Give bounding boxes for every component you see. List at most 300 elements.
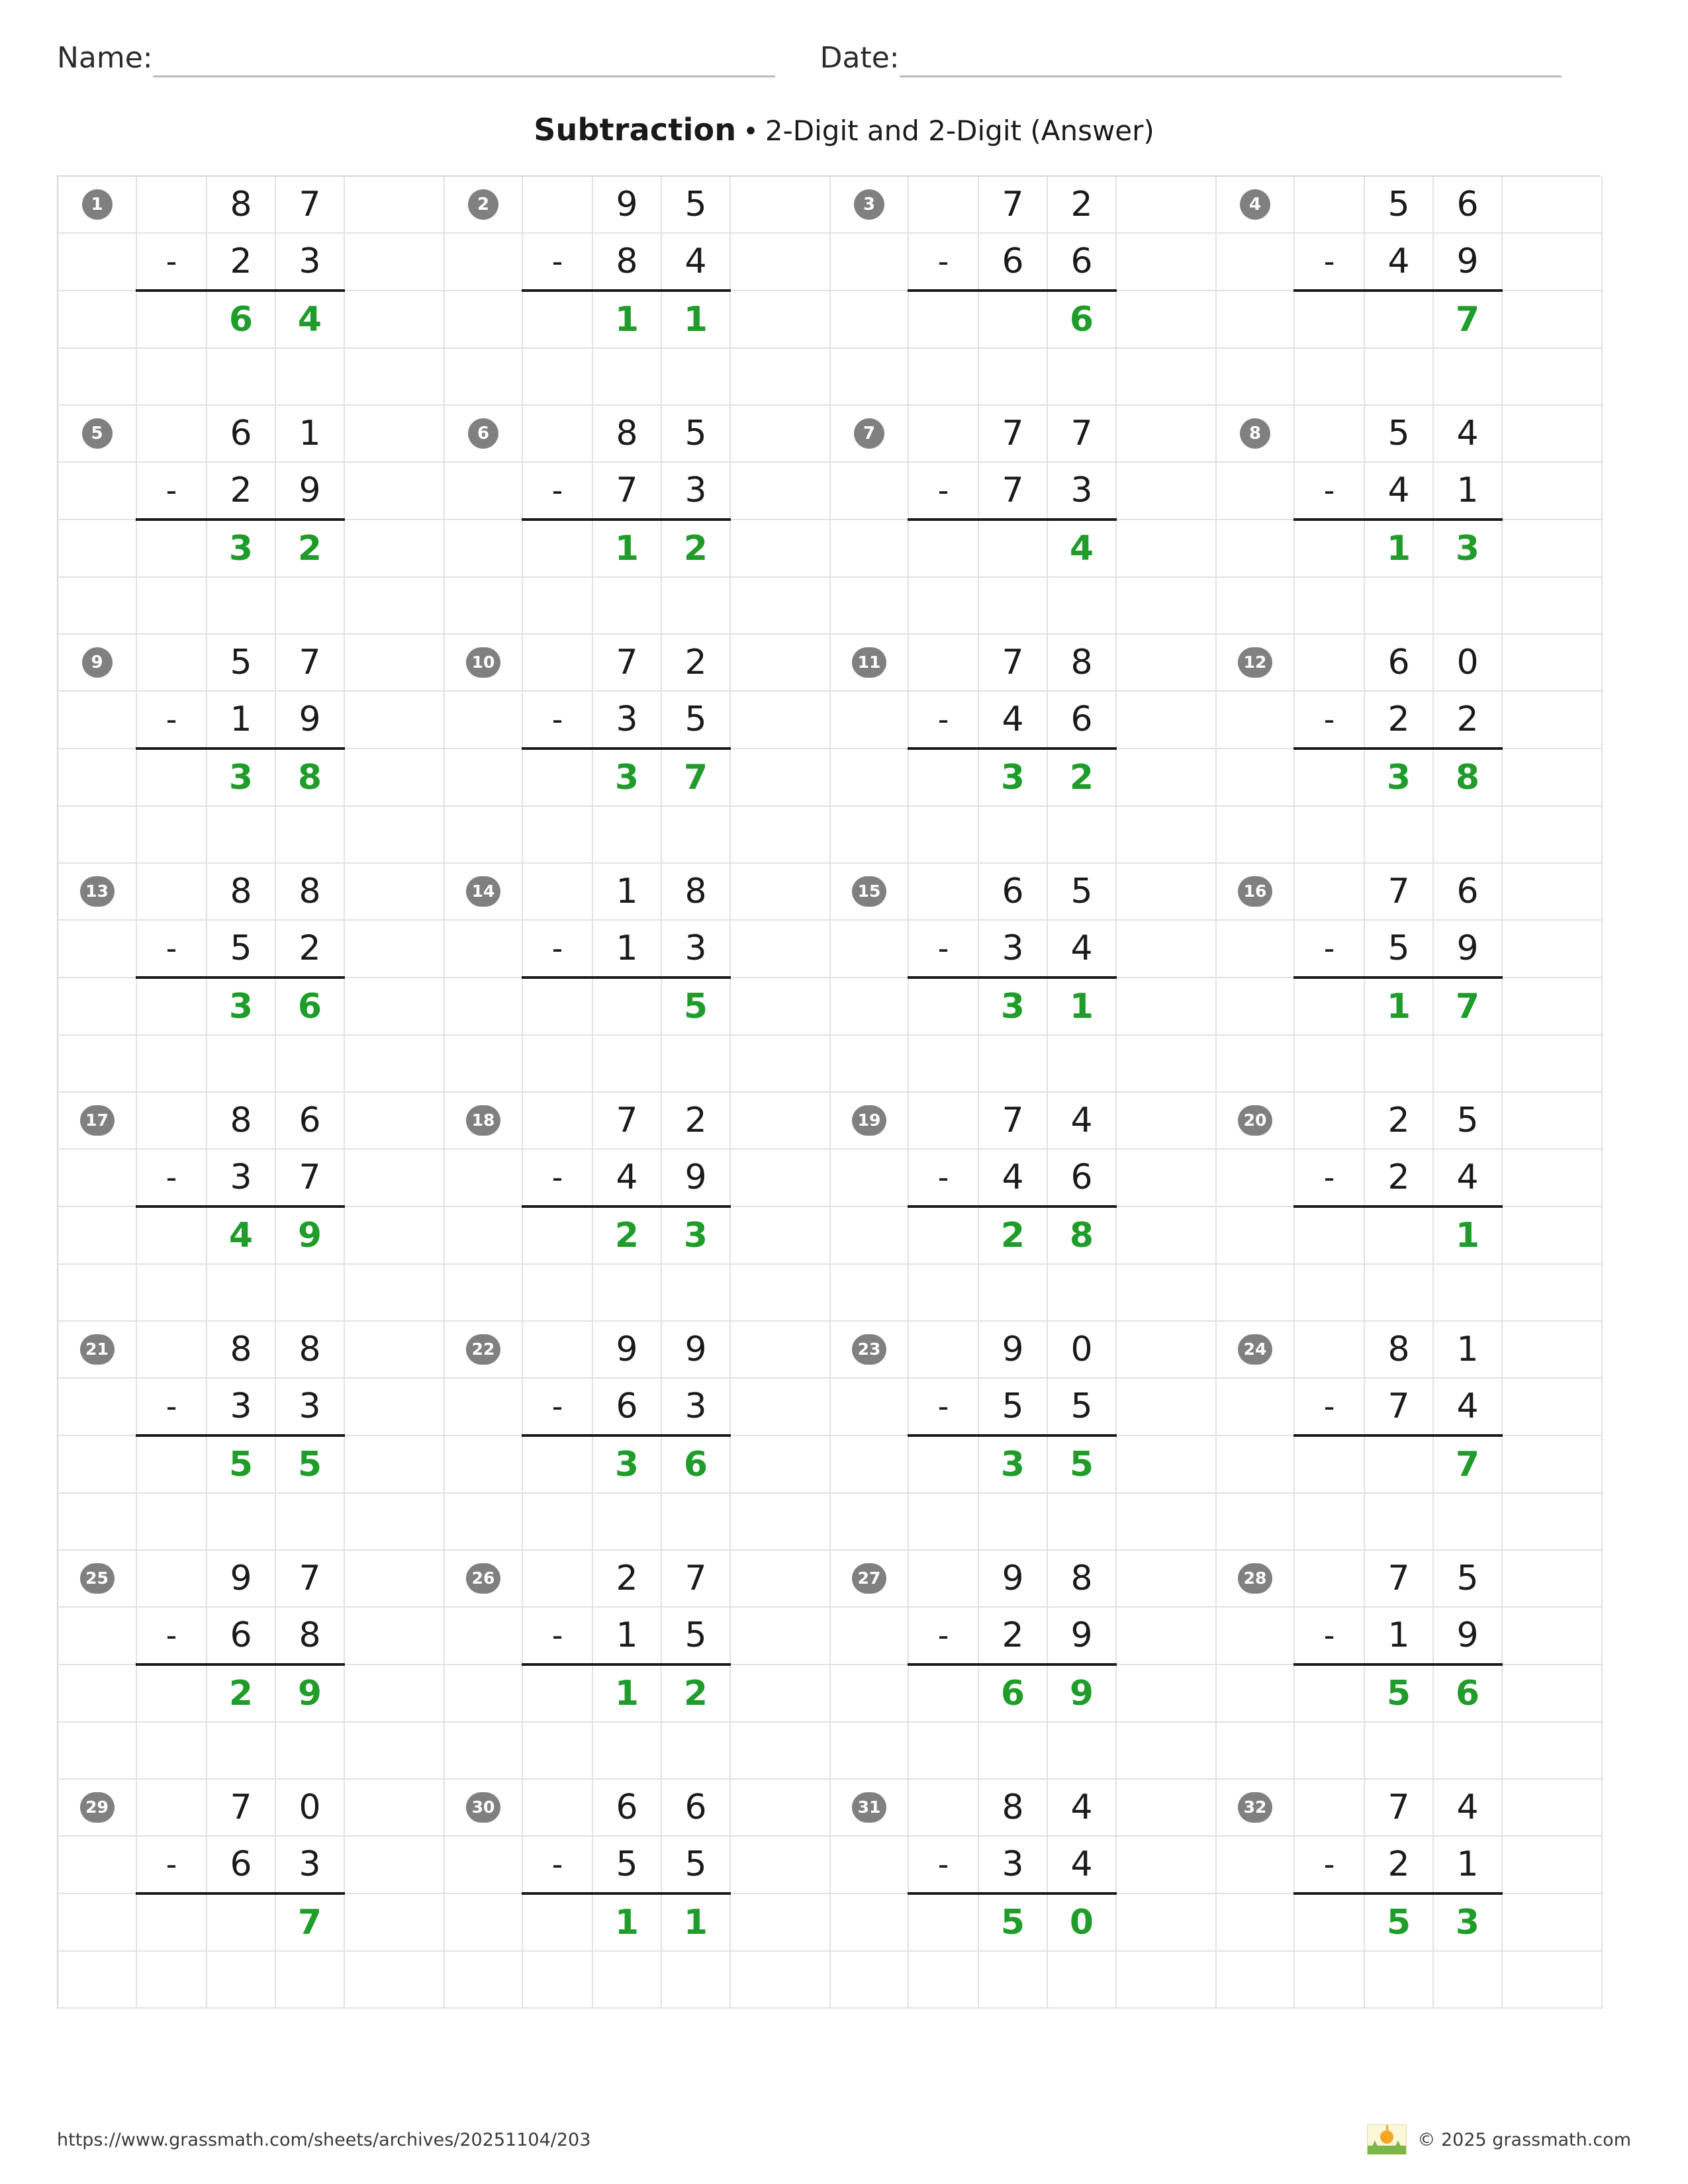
problem-number-badge: 12 [1238,647,1272,678]
badge-cell [58,1092,136,1149]
problem-row-minuend [58,1779,1602,1836]
spacer-cell [136,1092,207,1149]
answer-tens [978,1893,1047,1951]
problem-row-minuend [58,634,1602,691]
spacer-cell [444,462,522,520]
pad-cell [1502,1206,1602,1264]
pad-cell [730,1321,830,1378]
answer-rule-cell [1294,1435,1364,1493]
spacer-cell [592,806,661,863]
answer-digit: 5 [1386,1674,1411,1713]
problem-row-minuend [58,1321,1602,1378]
badge-cell [1216,863,1294,920]
problem-number-badge: 3 [854,189,884,220]
date-input-rule[interactable] [900,40,1562,77]
problem-number-badge: 10 [466,647,500,678]
spacer-cell [830,348,908,405]
minuend-tens [1364,863,1433,920]
digit: 5 [230,643,252,682]
minuend-tens [1364,634,1433,691]
name-field[interactable] [57,40,775,77]
spacer-cell [830,577,908,634]
minuend-tens [978,1779,1047,1836]
operator-cell [908,691,978,749]
problem-number-badge: 7 [854,418,884,449]
answer-digit: 3 [228,758,254,797]
spacer-cell [275,1951,344,2008]
answer-rule-cell [1294,1893,1364,1951]
spacer-cell [58,749,136,806]
spacer-cell [1294,1264,1364,1321]
pad-cell [344,1435,444,1493]
spacer-cell [58,1722,136,1779]
spacer-cell [1502,1264,1602,1321]
subtrahend-tens [592,691,661,749]
operator-cell [908,233,978,291]
problem-number-badge: 20 [1238,1105,1272,1136]
answer-rule-cell [1294,1206,1364,1264]
spacer-cell [1433,806,1502,863]
spacer-cell [344,1264,444,1321]
answer-digit: 3 [228,529,254,569]
minus-operator: - [165,931,177,966]
spacer-cell [1294,1321,1364,1378]
spacer-cell [136,577,207,634]
answer-digit: 2 [228,1674,254,1713]
digit: 6 [230,1844,252,1884]
digit: 5 [684,414,707,453]
problem-number-badge: 8 [1240,418,1270,449]
digit: 3 [1002,1844,1024,1884]
spacer-cell [58,577,136,634]
answer-ones [1047,1435,1116,1493]
answer-rule-cell [908,1893,978,1951]
spacer-cell [444,749,522,806]
answer-tens [207,1435,275,1493]
answer-digit: 4 [228,1216,254,1255]
answer-tens [207,520,275,577]
minuend-ones [661,405,730,462]
spacer-cell [58,1836,136,1893]
spacer-cell [978,806,1047,863]
answer-rule-cell [136,1664,207,1722]
spacer-cell [978,1035,1047,1092]
answer-digit: 8 [297,758,322,797]
spacer-cell [58,233,136,291]
pad-cell [1116,1206,1216,1264]
spacer-cell [1047,348,1116,405]
subtrahend-ones [1047,1836,1116,1893]
spacer-cell [1047,1493,1116,1550]
badge-cell [58,863,136,920]
digit: 5 [1070,872,1093,911]
problem-row-spacer [58,806,1602,863]
spacer-cell [136,1722,207,1779]
badge-cell [444,863,522,920]
spacer-cell [1116,1722,1216,1779]
digit: 6 [616,1788,638,1827]
subtrahend-tens [207,1607,275,1664]
minuend-ones [1047,1550,1116,1607]
spacer-cell [830,806,908,863]
answer-digit: 3 [228,987,254,1026]
pad-cell [1116,233,1216,291]
spacer-cell [1047,1264,1116,1321]
minuend-ones [661,1779,730,1836]
spacer-cell [1502,1035,1602,1092]
minuend-tens [978,405,1047,462]
pad-cell [1502,233,1602,291]
answer-digit: 1 [614,1903,639,1942]
pad-cell [1116,1607,1216,1664]
spacer-cell [58,1378,136,1435]
spacer-cell [275,348,344,405]
answer-tens [978,978,1047,1035]
minus-operator: - [551,1846,563,1882]
digit: 5 [1456,1101,1479,1140]
minuend-ones [1047,177,1116,233]
answer-digit: 6 [228,300,254,340]
badge-cell [444,1550,522,1607]
answer-digit: 1 [1069,987,1094,1026]
pad-cell [730,863,830,920]
minuend-ones [275,1779,344,1836]
minuend-ones [661,1092,730,1149]
answer-digit: 3 [1455,1903,1480,1942]
spacer-cell [978,1493,1047,1550]
digit: 9 [1070,1615,1093,1655]
spacer-cell [1364,1264,1433,1321]
pad-cell [730,1435,830,1493]
spacer-cell [58,1951,136,2008]
digit: 1 [1387,1615,1410,1655]
problem-row-subtrahend [58,233,1602,291]
problem-row-subtrahend [58,920,1602,978]
problem-row-minuend [58,405,1602,462]
problem-row-subtrahend [58,1149,1602,1206]
title-bullet: • [743,116,759,147]
pad-cell [1116,749,1216,806]
pad-cell [1116,978,1216,1035]
minus-operator: - [551,931,563,966]
subtrahend-ones [1433,1378,1502,1435]
answer-ones [275,520,344,577]
problem-row-minuend [58,177,1602,233]
answer-ones [1047,1893,1116,1951]
spacer-cell [136,1493,207,1550]
digit: 4 [1070,1101,1093,1140]
spacer-cell [275,577,344,634]
problem-row-spacer [58,1951,1602,2008]
spacer-cell [830,462,908,520]
problem-number-badge: 2 [468,189,498,220]
pad-cell [1502,1836,1602,1893]
spacer-cell [1216,806,1294,863]
digit: 4 [1456,1158,1479,1197]
digit: 7 [1387,1559,1410,1598]
spacer-cell [908,577,978,634]
answer-tens [592,1664,661,1722]
pad-cell [344,1893,444,1951]
operator-cell [1294,1378,1364,1435]
spacer-cell [58,1435,136,1493]
pad-cell [1502,1664,1602,1722]
answer-tens [207,978,275,1035]
minus-operator: - [937,702,949,737]
operator-cell [908,1149,978,1206]
spacer-cell [730,1951,830,2008]
badge-cell [444,405,522,462]
spacer-cell [1116,1493,1216,1550]
problem-number-badge: 14 [466,876,500,907]
spacer-cell [522,405,592,462]
spacer-cell [1216,1722,1294,1779]
pad-cell [344,1321,444,1378]
spacer-cell [522,806,592,863]
digit: 0 [299,1788,321,1827]
answer-ones [1047,978,1116,1035]
subtrahend-tens [592,233,661,291]
spacer-cell [830,1893,908,1951]
spacer-cell [730,806,830,863]
spacer-cell [275,806,344,863]
problem-row-minuend [58,1092,1602,1149]
digit: 2 [616,1559,638,1598]
spacer-cell [1502,1493,1602,1550]
minus-operator: - [1323,1160,1335,1195]
digit: 8 [1002,1788,1024,1827]
spacer-cell [1433,1493,1502,1550]
spacer-cell [522,1779,592,1836]
answer-rule-cell [136,520,207,577]
answer-tens [978,1664,1047,1722]
answer-digit: 5 [297,1445,322,1484]
badge-cell [1216,1321,1294,1378]
problem-number-badge: 24 [1238,1334,1272,1365]
spacer-cell [522,1321,592,1378]
pad-cell [1502,1607,1602,1664]
pad-cell [1116,1149,1216,1206]
subtrahend-tens [207,462,275,520]
minus-operator: - [551,1388,563,1424]
pad-cell [1502,1779,1602,1836]
subtrahend-ones [1433,1149,1502,1206]
worksheet-header [57,40,1631,77]
subtrahend-ones [661,1378,730,1435]
operator-cell [908,462,978,520]
badge-cell [1216,177,1294,233]
minuend-tens [1364,1092,1433,1149]
spacer-cell [1116,1035,1216,1092]
spacer-cell [830,520,908,577]
spacer-cell [444,1493,522,1550]
minuend-tens [207,1092,275,1149]
answer-rule-cell [136,978,207,1035]
spacer-cell [1216,1435,1294,1493]
answer-ones [1433,978,1502,1035]
spacer-cell [908,405,978,462]
digit: 8 [616,414,638,453]
answer-digit: 3 [1455,529,1480,569]
badge-cell [1216,1779,1294,1836]
digit: 7 [299,643,321,682]
minuend-tens [592,1321,661,1378]
digit: 4 [1456,1387,1479,1426]
minus-operator: - [165,244,177,279]
spacer-cell [136,863,207,920]
minuend-ones [275,863,344,920]
digit: 8 [1070,643,1093,682]
subtrahend-ones [275,691,344,749]
subtrahend-tens [207,691,275,749]
spacer-cell [1502,577,1602,634]
minuend-tens [592,634,661,691]
problem-number-badge: 1 [82,189,113,220]
pad-cell [344,405,444,462]
digit: 5 [1387,414,1410,453]
answer-ones [1433,520,1502,577]
problem-row-answer [58,749,1602,806]
answer-ones [1047,520,1116,577]
digit: 3 [299,1844,321,1884]
pad-cell [344,920,444,978]
answer-tens [592,749,661,806]
minus-operator: - [937,1160,949,1195]
pad-cell [730,520,830,577]
spacer-cell [275,1493,344,1550]
minuend-tens [592,405,661,462]
answer-ones [1433,291,1502,348]
date-field[interactable] [820,40,1562,77]
spacer-cell [661,1035,730,1092]
minuend-tens [978,1092,1047,1149]
minuend-ones [1433,177,1502,233]
digit: 9 [299,700,321,739]
subtrahend-tens [978,1836,1047,1893]
answer-digit: 5 [1000,1903,1025,1942]
answer-rule-cell [1294,749,1364,806]
name-input-rule[interactable] [153,40,775,77]
pad-cell [730,1893,830,1951]
digit: 6 [1456,185,1479,224]
pad-cell [344,1092,444,1149]
badge-cell [830,405,908,462]
answer-tens [978,749,1047,806]
minuend-tens [978,1321,1047,1378]
spacer-cell [444,348,522,405]
pad-cell [1502,462,1602,520]
spacer-cell [978,1722,1047,1779]
pad-cell [344,1607,444,1664]
digit: 3 [616,700,638,739]
answer-ones [1433,1435,1502,1493]
spacer-cell [908,863,978,920]
digit: 7 [299,185,321,224]
pad-cell [1502,405,1602,462]
subtrahend-ones [1047,920,1116,978]
answer-ones [275,291,344,348]
spacer-cell [830,978,908,1035]
minuend-tens [592,1092,661,1149]
badge-cell [1216,405,1294,462]
answer-digit: 1 [1455,1216,1480,1255]
digit: 6 [684,1788,707,1827]
spacer-cell [444,577,522,634]
pad-cell [730,749,830,806]
minuend-tens [978,1550,1047,1607]
subtrahend-ones [661,920,730,978]
problem-row-minuend [58,1550,1602,1607]
minus-operator: - [1323,1388,1335,1424]
answer-rule-cell [136,291,207,348]
spacer-cell [1294,1550,1364,1607]
minus-operator: - [165,702,177,737]
subtrahend-tens [978,1149,1047,1206]
spacer-cell [661,1722,730,1779]
spacer-cell [830,1493,908,1550]
badge-cell [58,1321,136,1378]
subtrahend-ones [1433,920,1502,978]
digit: 3 [1002,929,1024,968]
worksheet-footer [57,2124,1631,2155]
spacer-cell [207,577,275,634]
footer-url[interactable]: https://www.grassmath.com/sheets/archives/20251104/203 [57,2129,591,2150]
digit: 5 [1456,1559,1479,1598]
minus-operator: - [1323,1846,1335,1882]
spacer-cell [830,1951,908,2008]
digit: 5 [1387,185,1410,224]
spacer-cell [1216,577,1294,634]
spacer-cell [830,233,908,291]
minus-operator: - [937,1617,949,1653]
spacer-cell [1294,863,1364,920]
minuend-tens [592,863,661,920]
pad-cell [730,1378,830,1435]
minuend-ones [1433,1092,1502,1149]
digit: 7 [1002,1101,1024,1140]
problem-row-minuend [58,863,1602,920]
digit: 8 [684,872,707,911]
digit: 3 [684,929,707,968]
digit: 0 [1070,1330,1093,1369]
answer-digit: 2 [683,1674,708,1713]
digit: 4 [1070,929,1093,968]
operator-cell [136,462,207,520]
badge-cell [1216,634,1294,691]
spacer-cell [522,1722,592,1779]
spacer-cell [444,1951,522,2008]
digit: 7 [1002,471,1024,510]
spacer-cell [1364,806,1433,863]
answer-rule-cell [908,978,978,1035]
minuend-tens [1364,177,1433,233]
subtrahend-ones [661,1836,730,1893]
digit: 5 [684,185,707,224]
answer-rule-cell [908,1206,978,1264]
subtrahend-ones [1433,1836,1502,1893]
pad-cell [1502,1550,1602,1607]
answer-tens [1364,749,1433,806]
subtrahend-tens [1364,1836,1433,1893]
minus-operator: - [1323,702,1335,737]
minus-operator: - [165,1846,177,1882]
digit: 9 [616,1330,638,1369]
pad-cell [730,634,830,691]
badge-cell [58,1779,136,1836]
answer-rule-cell [522,1206,592,1264]
spacer-cell [136,634,207,691]
problem-number-badge: 15 [852,876,886,907]
